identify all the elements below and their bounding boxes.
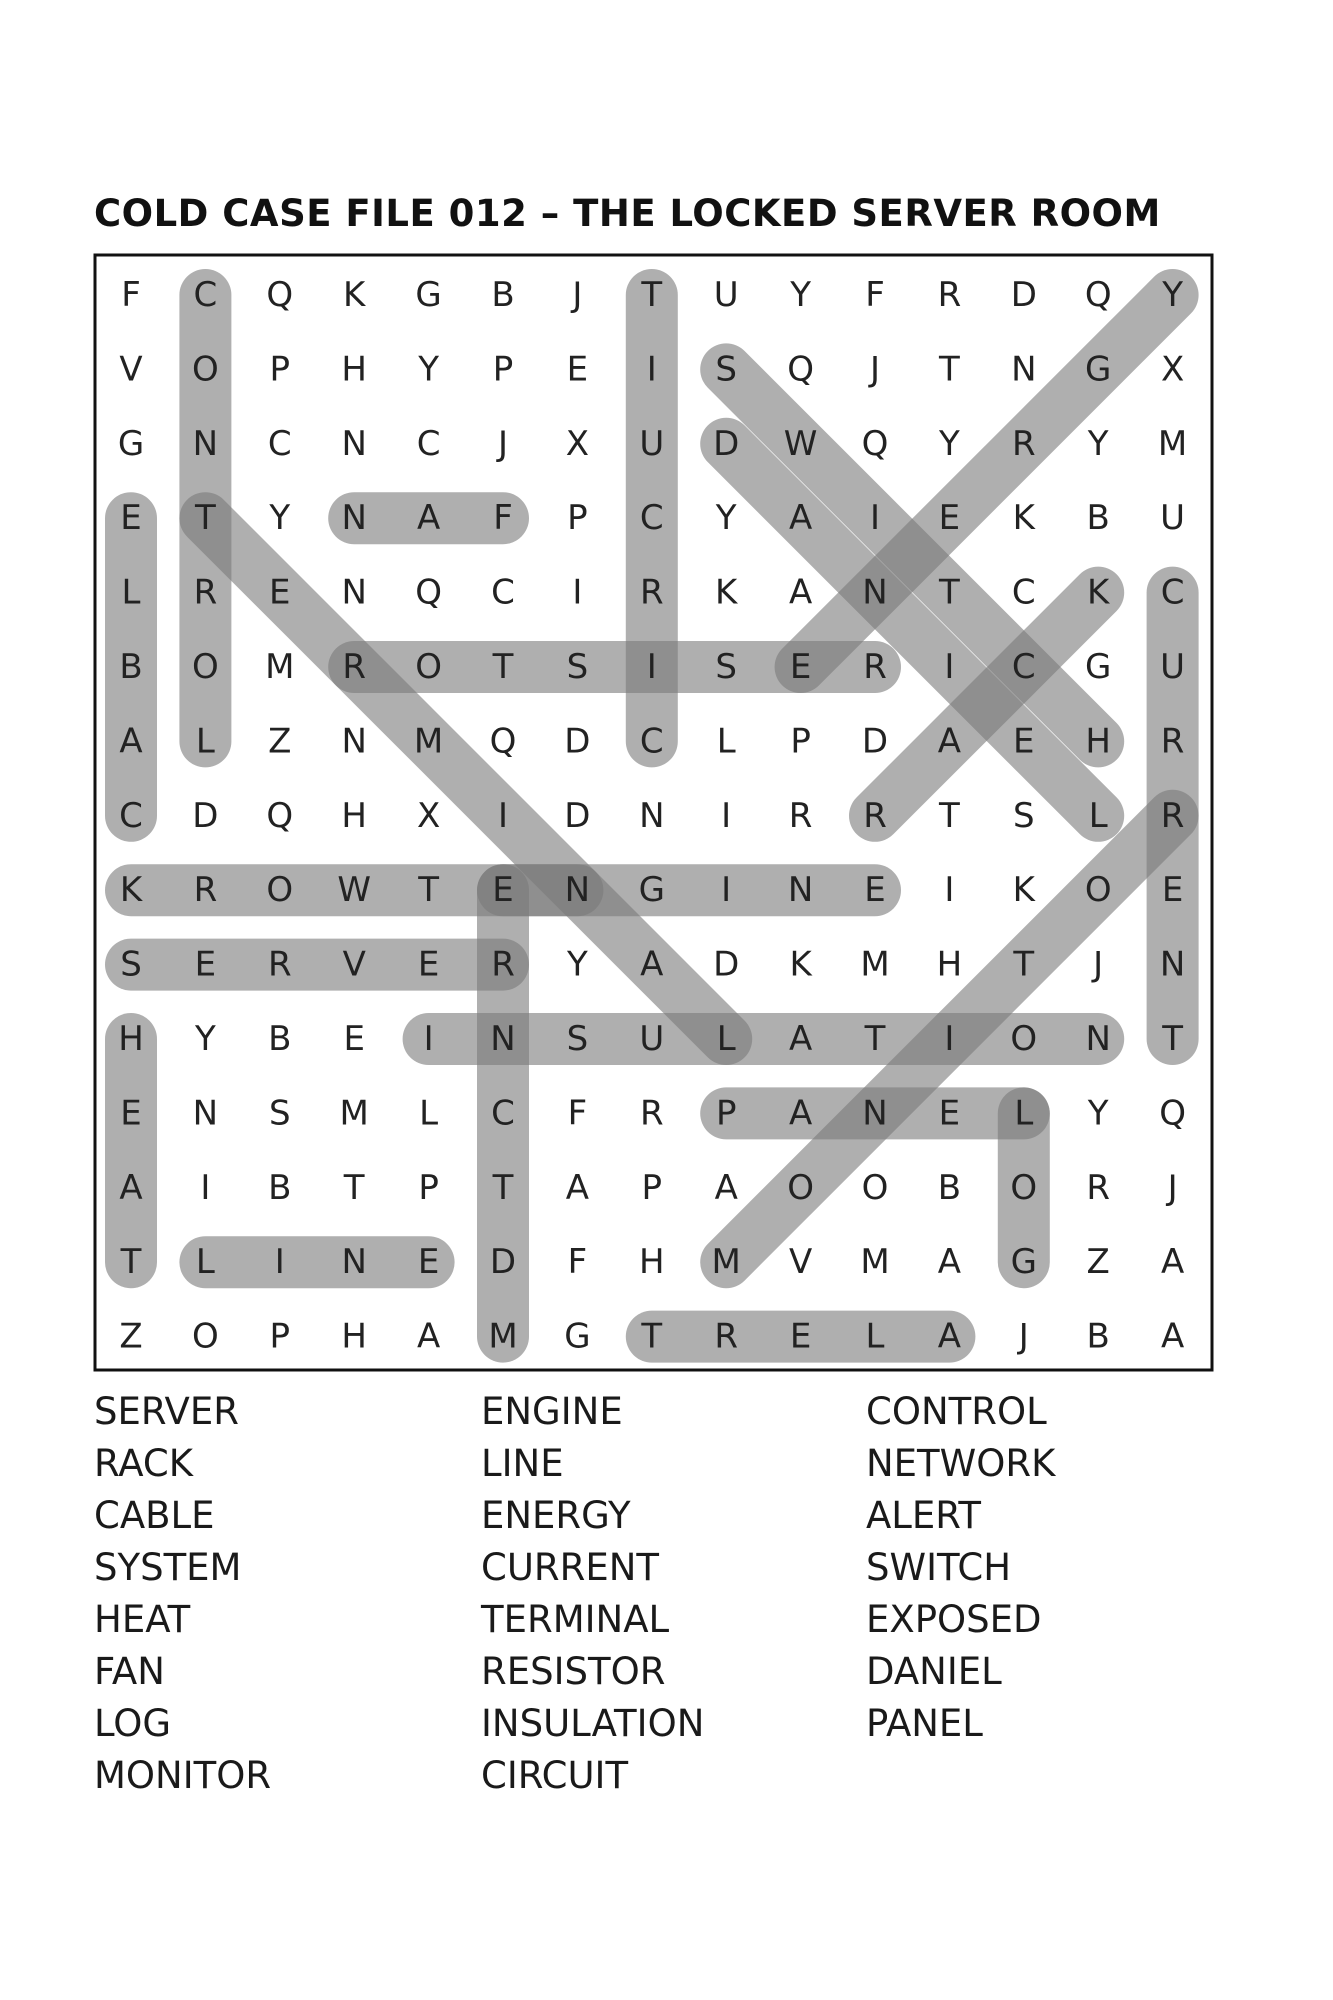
grid-cell[interactable]: Z — [119, 1316, 143, 1357]
grid-cell[interactable]: Q — [787, 349, 814, 390]
grid-cell[interactable]: L — [1014, 1093, 1034, 1134]
grid-cell[interactable]: A — [788, 1093, 813, 1134]
grid-cell[interactable]: E — [120, 498, 142, 539]
grid-cell[interactable]: I — [423, 1019, 434, 1059]
grid-cell[interactable]: N — [341, 423, 367, 464]
grid-letters — [118, 275, 1187, 1357]
grid-cell[interactable]: O — [787, 1167, 814, 1208]
grid-cell[interactable]: C — [1011, 572, 1036, 613]
grid-cell[interactable]: O — [266, 870, 294, 911]
grid-cell[interactable]: Q — [266, 275, 294, 315]
grid-cell[interactable]: Q — [489, 721, 517, 762]
grid-cell[interactable]: R — [639, 572, 664, 613]
grid-cell[interactable]: I — [572, 572, 583, 613]
grid-cell[interactable]: N — [192, 1093, 219, 1134]
grid-cell[interactable]: U — [639, 423, 665, 464]
grid-cell[interactable]: L — [865, 1316, 885, 1357]
grid-cell[interactable]: T — [939, 349, 960, 390]
grid-cell[interactable]: K — [1087, 572, 1110, 613]
grid-cell[interactable]: N — [639, 795, 665, 836]
grid-cell[interactable]: G — [1085, 647, 1112, 687]
grid-cell[interactable]: R — [267, 944, 292, 985]
grid-cell[interactable]: P — [492, 349, 514, 390]
grid-cell[interactable]: S — [1013, 795, 1035, 836]
grid-cell[interactable]: N — [192, 423, 219, 464]
grid-cell[interactable]: C — [119, 795, 143, 836]
word-list-item: INSULATION — [481, 1702, 705, 1745]
grid-cell[interactable]: A — [119, 1167, 143, 1208]
puzzle-title: COLD CASE FILE 012 – THE LOCKED SERVER ROOM — [94, 192, 1161, 235]
grid-cell[interactable]: C — [193, 275, 218, 315]
grid-cell[interactable]: K — [1012, 870, 1035, 911]
grid-cell[interactable]: H — [936, 944, 963, 985]
grid-cell[interactable]: M — [339, 1093, 369, 1134]
grid-cell[interactable]: B — [491, 275, 515, 315]
grid-cell[interactable]: K — [715, 572, 738, 613]
grid-cell[interactable]: R — [863, 647, 887, 687]
grid-cell[interactable]: N — [787, 870, 814, 911]
word-list-item: HEAT — [94, 1598, 191, 1641]
grid-cell[interactable]: A — [565, 1167, 590, 1208]
grid-cell[interactable]: P — [715, 1093, 737, 1134]
grid-cell[interactable]: R — [1160, 721, 1185, 762]
grid-cell[interactable]: Z — [268, 721, 292, 762]
grid-cell[interactable]: E — [938, 498, 961, 539]
grid-cell[interactable]: I — [944, 1019, 955, 1059]
grid-cell[interactable]: P — [418, 1167, 439, 1208]
grid-cell[interactable]: P — [790, 721, 811, 762]
grid-cell[interactable]: B — [268, 1167, 292, 1208]
grid-cell[interactable]: T — [418, 870, 439, 911]
grid-cell[interactable]: A — [416, 1316, 441, 1357]
grid-cell[interactable]: S — [120, 944, 142, 985]
grid-cell[interactable]: N — [341, 572, 367, 613]
grid-cell[interactable]: T — [939, 572, 960, 613]
grid-cell[interactable]: O — [415, 647, 442, 687]
grid-cell[interactable]: K — [119, 870, 143, 911]
grid-cell[interactable]: D — [713, 944, 740, 985]
grid-cell[interactable]: N — [341, 721, 367, 762]
grid-cell[interactable]: L — [1088, 795, 1108, 836]
grid-cell[interactable]: G — [638, 870, 665, 911]
grid-cell[interactable]: H — [118, 1019, 144, 1059]
grid-cell[interactable]: I — [497, 795, 509, 836]
word-list-item: CIRCUIT — [481, 1754, 629, 1797]
grid-cell[interactable]: A — [714, 1167, 738, 1208]
grid-cell[interactable]: O — [1010, 1167, 1038, 1208]
grid-cell[interactable]: C — [491, 1093, 515, 1134]
grid-cell[interactable]: K — [789, 944, 812, 985]
grid-cell[interactable]: Y — [1162, 275, 1183, 315]
grid-cell[interactable]: C — [1011, 647, 1036, 687]
grid-cell[interactable]: L — [419, 1093, 439, 1134]
word-list — [94, 1390, 1234, 1810]
grid-cell[interactable]: C — [416, 423, 441, 464]
grid-cell[interactable]: Y — [195, 1019, 216, 1059]
grid-cell[interactable]: H — [341, 349, 367, 390]
word-list-item: PANEL — [866, 1702, 983, 1745]
grid-cell[interactable]: S — [566, 647, 589, 687]
grid-cell[interactable]: Q — [861, 423, 889, 464]
grid-cell[interactable]: S — [566, 1019, 589, 1059]
grid-cell[interactable]: R — [639, 1093, 664, 1134]
grid-cell[interactable]: R — [1011, 423, 1036, 464]
grid-cell[interactable]: B — [268, 1019, 292, 1059]
grid-cell[interactable]: U — [713, 275, 739, 315]
grid-cell[interactable]: M — [265, 647, 295, 687]
grid-cell[interactable]: Y — [715, 498, 737, 539]
grid-cell[interactable]: R — [491, 944, 515, 985]
grid-cell[interactable]: T — [195, 498, 216, 539]
grid-cell[interactable]: R — [937, 275, 962, 315]
grid-cell[interactable]: O — [861, 1167, 889, 1208]
grid-cell[interactable]: A — [640, 944, 664, 985]
grid-cell[interactable]: O — [192, 1316, 219, 1357]
grid-cell[interactable]: M — [488, 1316, 518, 1357]
grid-cell[interactable]: N — [862, 572, 888, 613]
grid-cell[interactable]: H — [1085, 721, 1111, 762]
grid-cell[interactable]: E — [1161, 870, 1184, 911]
grid-cell[interactable]: E — [1013, 721, 1035, 762]
grid-cell[interactable]: P — [567, 498, 588, 539]
word-list-item: SYSTEM — [94, 1546, 242, 1589]
grid-cell[interactable]: B — [119, 647, 143, 687]
grid-cell[interactable]: D — [564, 721, 591, 762]
grid-cell[interactable]: D — [192, 795, 219, 836]
grid-cell[interactable]: J — [572, 275, 583, 315]
grid-cell[interactable]: M — [860, 944, 890, 985]
grid-cell[interactable]: Y — [1087, 423, 1109, 464]
word-list-item: ALERT — [866, 1494, 981, 1537]
grid-cell[interactable]: T — [120, 1242, 142, 1283]
grid-cell[interactable]: A — [937, 1316, 962, 1357]
word-list-item: TERMINAL — [481, 1598, 670, 1641]
grid-cell[interactable]: E — [269, 572, 291, 613]
grid-cell[interactable]: G — [1085, 349, 1112, 390]
grid-cell[interactable]: E — [789, 1316, 812, 1357]
grid-cell[interactable]: E — [194, 944, 217, 985]
grid-cell[interactable]: T — [492, 647, 514, 687]
grid-cell[interactable]: H — [341, 795, 367, 836]
grid-cell[interactable]: E — [417, 1242, 440, 1283]
grid-cell[interactable]: C — [639, 498, 664, 539]
word-list-item: FAN — [94, 1650, 165, 1693]
grid-cell[interactable]: T — [864, 1019, 886, 1059]
word-list-item: RESISTOR — [481, 1650, 666, 1693]
grid-cell[interactable]: I — [944, 647, 955, 687]
grid-cell[interactable]: T — [641, 275, 663, 315]
word-list-item: EXPOSED — [866, 1598, 1042, 1641]
grid-cell[interactable]: R — [1160, 795, 1185, 836]
grid-cell[interactable]: G — [1010, 1242, 1037, 1283]
grid-cell[interactable]: I — [200, 1167, 211, 1208]
grid-cell[interactable]: I — [721, 795, 732, 836]
grid-cell[interactable]: J — [1167, 1167, 1178, 1208]
grid-cell[interactable]: R — [788, 795, 813, 836]
grid-cell[interactable]: D — [861, 721, 889, 762]
grid-cell[interactable]: M — [1157, 423, 1188, 464]
grid-cell[interactable]: I — [646, 349, 657, 390]
grid-cell[interactable]: E — [343, 1019, 365, 1059]
grid-cell[interactable]: F — [567, 1242, 588, 1283]
grid-cell[interactable]: Y — [269, 498, 291, 539]
grid-cell[interactable]: X — [565, 423, 590, 464]
grid-cell[interactable]: F — [121, 275, 141, 315]
grid-cell[interactable]: P — [641, 1167, 663, 1208]
grid-cell[interactable]: D — [489, 1242, 517, 1283]
word-list-item: NETWORK — [866, 1442, 1056, 1485]
grid-cell[interactable]: U — [639, 1019, 665, 1059]
grid-cell[interactable]: P — [269, 1316, 291, 1357]
grid-cell[interactable]: P — [269, 349, 291, 390]
word-list-item: CABLE — [94, 1494, 215, 1537]
grid-cell[interactable]: D — [713, 423, 740, 464]
grid-cell[interactable]: M — [711, 1242, 741, 1283]
grid-cell[interactable]: Y — [567, 944, 588, 985]
grid-cell[interactable]: V — [342, 944, 366, 985]
grid-cell[interactable]: A — [788, 1019, 813, 1059]
word-list-item: CONTROL — [866, 1390, 1047, 1433]
grid-cell[interactable]: Y — [790, 275, 811, 315]
grid-cell[interactable]: R — [863, 795, 887, 836]
grid-cell[interactable]: F — [567, 1093, 588, 1134]
grid-cell[interactable]: D — [564, 795, 591, 836]
grid-cell[interactable]: A — [937, 721, 962, 762]
grid-cell[interactable]: T — [492, 1167, 514, 1208]
grid-cell[interactable]: C — [1160, 572, 1185, 613]
grid-cell[interactable]: T — [1013, 944, 1035, 985]
word-list-item: CURRENT — [481, 1546, 659, 1589]
grid-cell[interactable]: O — [192, 349, 219, 390]
grid-cell[interactable]: R — [714, 1316, 739, 1357]
grid-cell[interactable]: B — [1086, 498, 1110, 539]
grid-cell[interactable]: G — [117, 423, 145, 464]
grid-cell[interactable]: R — [1086, 1167, 1111, 1208]
grid-cell[interactable]: N — [341, 1242, 367, 1283]
grid-cell[interactable]: N — [564, 870, 591, 911]
grid-cell[interactable]: I — [274, 1242, 285, 1283]
word-list-item: ENGINE — [481, 1390, 623, 1433]
grid-cell[interactable]: Q — [415, 572, 442, 613]
grid-cell[interactable]: H — [341, 1316, 367, 1357]
grid-cell[interactable]: V — [119, 349, 143, 390]
grid-cell[interactable]: K — [343, 275, 366, 315]
grid-cell[interactable]: F — [493, 498, 513, 539]
grid-cell[interactable]: X — [416, 795, 441, 836]
grid-cell[interactable]: Q — [266, 795, 294, 836]
grid-cell[interactable]: O — [192, 647, 219, 687]
grid-cell[interactable]: U — [1160, 498, 1186, 539]
grid-cell[interactable]: A — [788, 572, 813, 613]
word-list-item: SERVER — [94, 1390, 239, 1433]
grid-cell[interactable]: I — [721, 870, 732, 911]
grid-cell[interactable]: S — [715, 647, 737, 687]
grid-cell[interactable]: E — [566, 349, 589, 390]
grid-cell[interactable]: W — [783, 423, 818, 464]
grid-cell[interactable]: I — [869, 498, 881, 539]
word-list-item: LOG — [94, 1702, 172, 1745]
grid-cell[interactable]: L — [195, 1242, 215, 1283]
grid-cell[interactable]: M — [413, 721, 444, 762]
grid-cell[interactable]: V — [788, 1242, 813, 1283]
grid-cell[interactable]: E — [938, 1093, 961, 1134]
grid-cell[interactable]: L — [716, 721, 736, 762]
grid-cell[interactable]: E — [120, 1093, 142, 1134]
grid-cell[interactable]: B — [1086, 1316, 1110, 1357]
grid-cell[interactable]: J — [1093, 944, 1104, 985]
grid-cell[interactable]: F — [865, 275, 885, 315]
word-list-item: LINE — [481, 1442, 564, 1485]
grid-cell[interactable]: G — [415, 275, 442, 315]
grid-cell[interactable]: Z — [1086, 1242, 1110, 1283]
grid-cell[interactable]: A — [1160, 1316, 1185, 1357]
grid-cell[interactable]: I — [944, 870, 955, 911]
grid-cell[interactable]: N — [341, 498, 367, 539]
grid-cell[interactable]: Q — [1084, 275, 1112, 315]
grid-cell[interactable]: Q — [1159, 1093, 1186, 1134]
grid-cell[interactable]: E — [417, 944, 440, 985]
grid-cell[interactable]: N — [862, 1093, 888, 1134]
grid-cell[interactable]: W — [337, 870, 372, 911]
grid-cell[interactable]: K — [1012, 498, 1035, 539]
grid-cell[interactable]: T — [1162, 1019, 1183, 1059]
word-list-item: DANIEL — [866, 1650, 1002, 1693]
grid-cell[interactable]: H — [639, 1242, 665, 1283]
grid-cell[interactable]: E — [789, 647, 812, 687]
grid-cell[interactable]: I — [646, 647, 657, 687]
grid-cell[interactable]: C — [639, 721, 664, 762]
grid-cell[interactable]: T — [343, 1167, 365, 1208]
grid-cell[interactable]: A — [119, 721, 143, 762]
grid-cell[interactable]: J — [869, 349, 881, 390]
grid-cell[interactable]: G — [564, 1316, 591, 1357]
grid-cell[interactable]: R — [193, 870, 218, 911]
grid-cell[interactable]: L — [195, 721, 215, 762]
grid-cell[interactable]: N — [1011, 349, 1037, 390]
word-list-item: ENERGY — [481, 1494, 631, 1537]
grid-cell[interactable]: E — [864, 870, 886, 911]
grid-cell[interactable]: J — [1018, 1316, 1029, 1357]
grid-cell[interactable]: R — [193, 572, 218, 613]
grid-cell[interactable]: Y — [1087, 1093, 1109, 1134]
grid-cell[interactable]: E — [492, 870, 514, 911]
grid-cell[interactable]: R — [342, 647, 367, 687]
grid-cell[interactable]: J — [497, 423, 509, 464]
grid-cell[interactable]: A — [937, 1242, 962, 1283]
grid-cell[interactable]: Y — [418, 349, 439, 390]
word-list-item: RACK — [94, 1442, 193, 1485]
grid-cell[interactable]: C — [267, 423, 292, 464]
grid-cell[interactable]: T — [939, 795, 960, 836]
grid-cell[interactable]: N — [490, 1019, 516, 1059]
grid-cell[interactable]: O — [1010, 1019, 1038, 1059]
grid-cell[interactable]: M — [860, 1242, 890, 1283]
grid-cell[interactable]: C — [491, 572, 515, 613]
grid-cell[interactable]: A — [788, 498, 813, 539]
grid-cell[interactable]: S — [715, 349, 737, 390]
grid-cell[interactable]: L — [716, 1019, 736, 1059]
grid-cell[interactable]: S — [269, 1093, 291, 1134]
word-list-item: MONITOR — [94, 1754, 272, 1797]
grid-cell[interactable]: B — [937, 1167, 962, 1208]
grid-cell[interactable]: X — [1160, 349, 1185, 390]
word-list-item: SWITCH — [866, 1546, 1012, 1589]
grid-cell[interactable]: A — [416, 498, 441, 539]
grid-cell[interactable]: U — [1160, 647, 1186, 687]
grid-cell[interactable]: N — [1085, 1019, 1111, 1059]
grid-cell[interactable]: A — [1160, 1242, 1185, 1283]
grid-cell[interactable]: T — [641, 1316, 663, 1357]
grid-cell[interactable]: Y — [939, 423, 960, 464]
grid-cell[interactable]: D — [1010, 275, 1037, 315]
grid-cell[interactable]: L — [121, 572, 141, 613]
grid-cell[interactable]: O — [1084, 870, 1112, 911]
grid-cell[interactable]: N — [1159, 944, 1186, 985]
